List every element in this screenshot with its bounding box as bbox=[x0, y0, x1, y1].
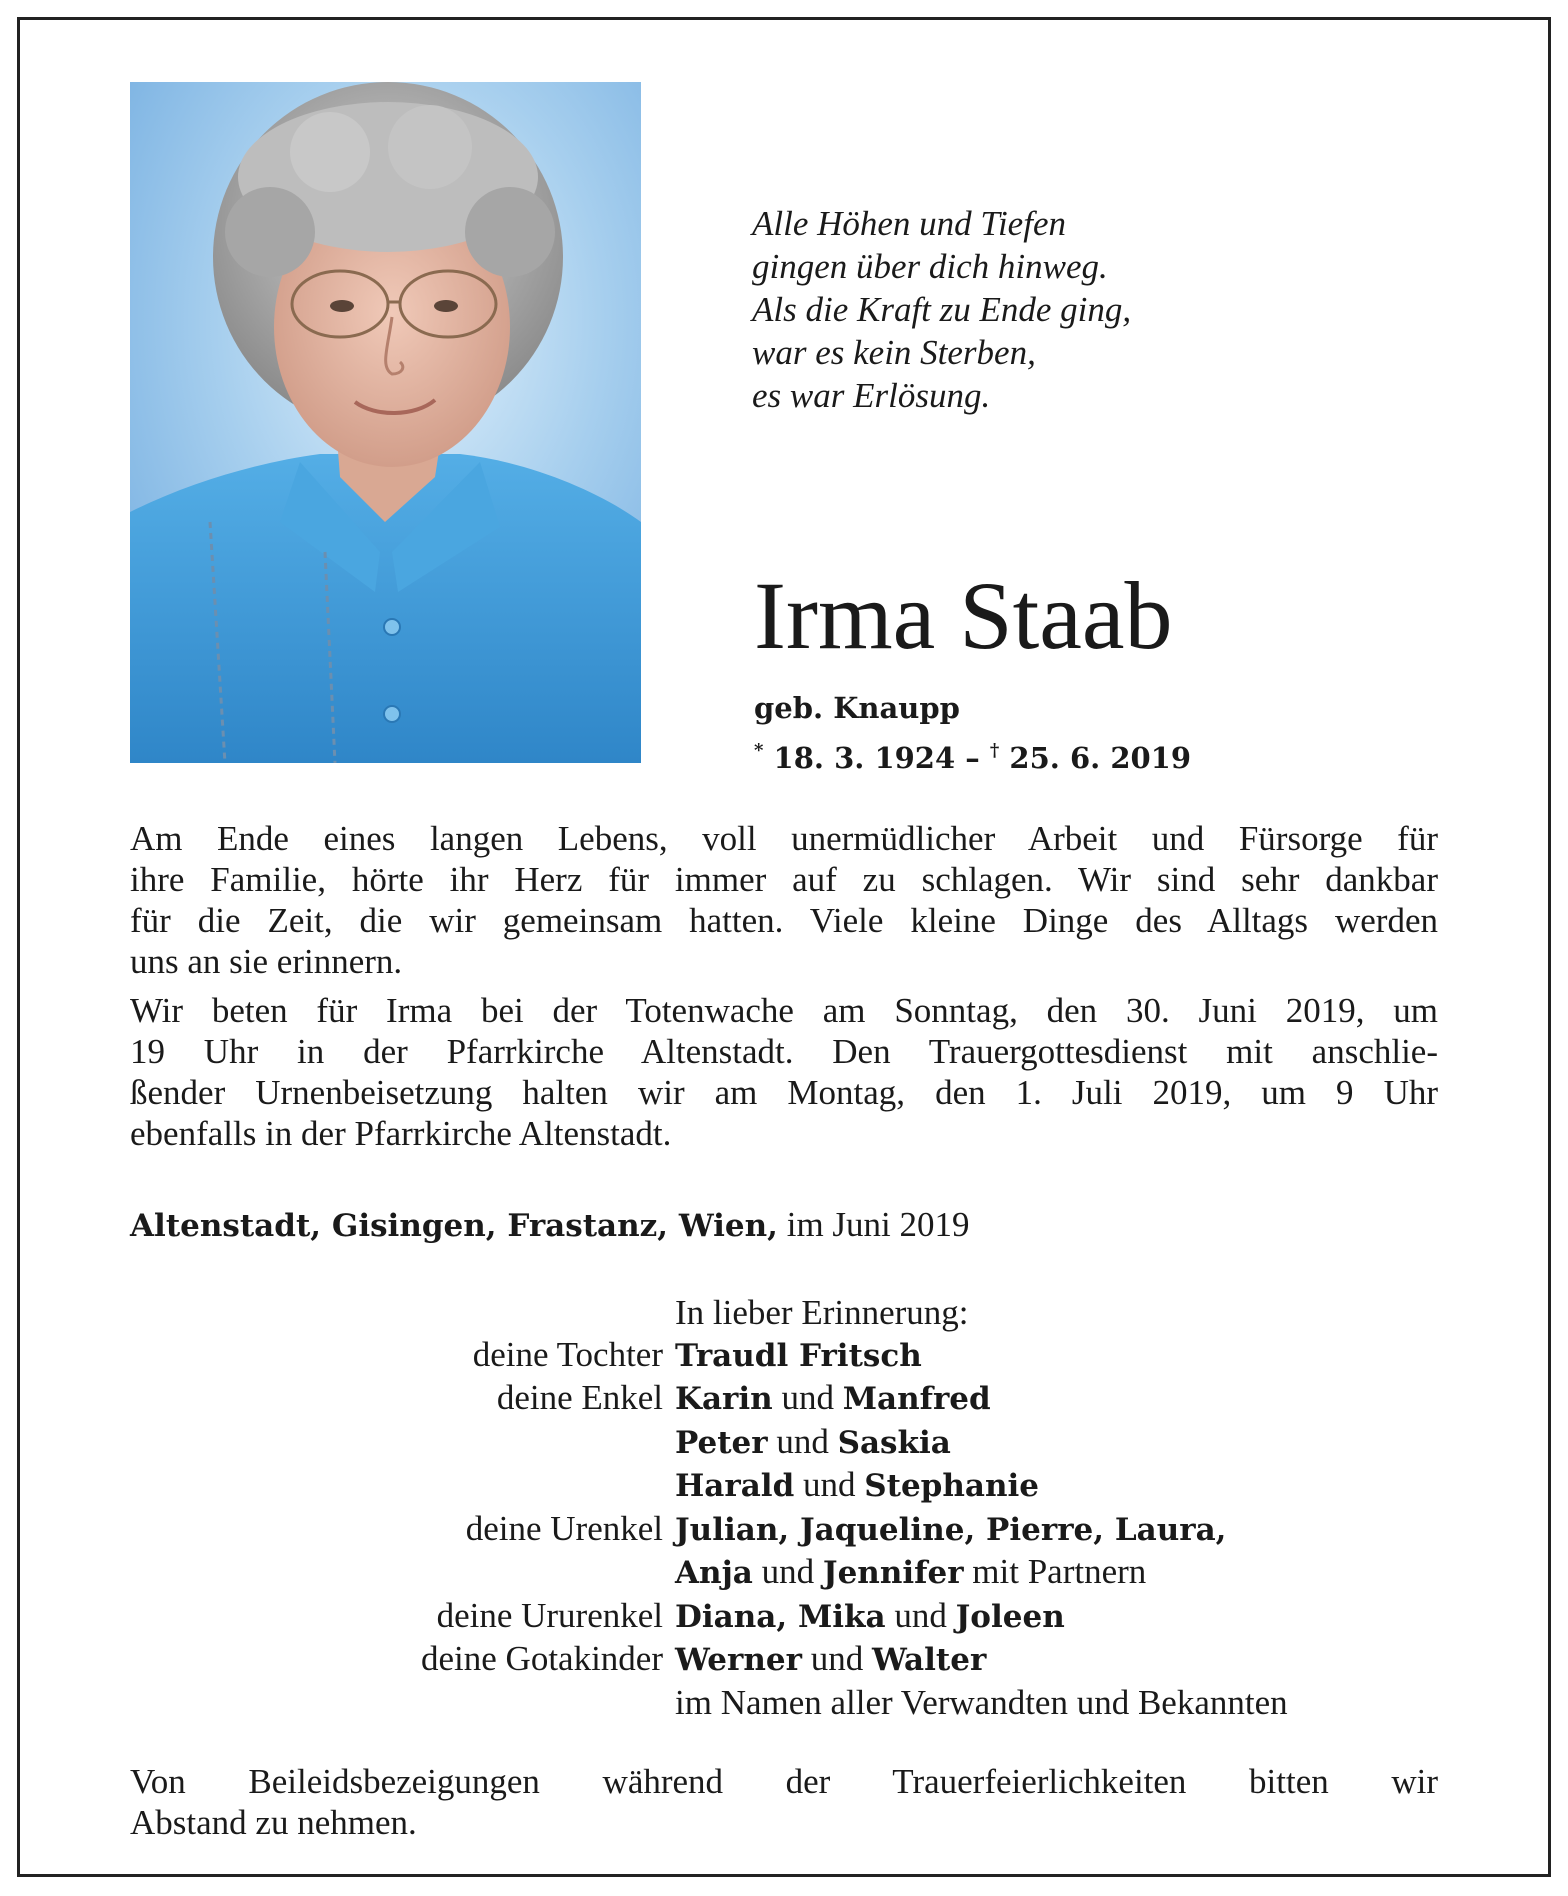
place-date-line bbox=[130, 1204, 970, 1247]
mourner-name: Traudl Fritsch bbox=[675, 1337, 922, 1374]
quote-line: gingen über dich hinweg. bbox=[752, 247, 1108, 286]
mourner-connector: und bbox=[767, 1421, 838, 1461]
paragraph-line: für die Zeit, die wir gemeinsam hatten. Viele kleine Dinge des Alltags werden bbox=[130, 901, 1438, 940]
mourner-role: deine Tochter bbox=[472, 1334, 663, 1374]
mourner-connector: und bbox=[801, 1639, 872, 1678]
mourner-name: Jennifer bbox=[822, 1555, 964, 1591]
portrait-photo bbox=[130, 82, 641, 763]
mourner-row bbox=[130, 1682, 1440, 1724]
death-date: 25. 6. 2019 bbox=[1009, 741, 1192, 775]
birth-symbol: * bbox=[754, 740, 764, 761]
life-dates bbox=[754, 731, 1191, 778]
quote-line: Als die Kraft zu Ende ging, bbox=[752, 290, 1132, 329]
mourner-names bbox=[675, 1682, 1440, 1724]
mourner-connector: im Namen aller Verwandten und Bekannten bbox=[675, 1682, 1288, 1722]
mourner-role bbox=[130, 1464, 675, 1508]
places-list: Altenstadt, Gisingen, Frastanz, Wien, bbox=[130, 1208, 778, 1244]
mourner-names bbox=[675, 1421, 1440, 1465]
mourner-name: Anja bbox=[675, 1555, 753, 1591]
mourner-names bbox=[675, 1595, 1440, 1639]
paragraph-line: Wir beten für Irma bei der Totenwache am Sonntag, den 30. Juni 2019, um bbox=[130, 991, 1438, 1030]
mourner-row bbox=[130, 1508, 1440, 1552]
mourner-connector: und bbox=[885, 1595, 956, 1635]
mourner-name: Harald bbox=[675, 1468, 795, 1504]
date-separator: – bbox=[955, 741, 990, 775]
mourner-names bbox=[675, 1508, 1440, 1552]
mourner-role: deine Ururenkel bbox=[436, 1595, 663, 1635]
maiden-name: geb. Knaupp bbox=[754, 691, 960, 725]
mourners-intro: In lieber Erinnerung: bbox=[675, 1293, 969, 1332]
mourner-name: Joleen bbox=[955, 1598, 1065, 1635]
birth-date: 18. 3. 1924 bbox=[773, 741, 956, 775]
mourner-names bbox=[675, 1551, 1440, 1595]
quote-line: war es kein Sterben, bbox=[752, 333, 1036, 372]
paragraph-line: uns an sie erinnern. bbox=[130, 942, 403, 981]
mourner-name: Peter bbox=[675, 1424, 768, 1461]
mourner-role: deine Gotakinder bbox=[421, 1639, 663, 1678]
mourner-row bbox=[130, 1638, 1440, 1682]
mourner-row bbox=[130, 1334, 1440, 1378]
mourner-role: deine Enkel bbox=[496, 1378, 663, 1417]
death-symbol: † bbox=[989, 740, 1000, 761]
mourner-name: Karin bbox=[675, 1381, 773, 1417]
mourner-name: Walter bbox=[871, 1642, 987, 1678]
closing-note bbox=[130, 1761, 1438, 1843]
mourner-name: Diana, Mika bbox=[675, 1598, 886, 1635]
mourner-name: Stephanie bbox=[864, 1468, 1040, 1504]
paragraph-line: Am Ende eines langen Lebens, voll unermüdlicher Arbeit und Fürsorge für bbox=[130, 819, 1438, 858]
mourner-connector: mit Partnern bbox=[963, 1552, 1147, 1591]
quote-line: Alle Höhen und Tiefen bbox=[752, 204, 1066, 243]
mourner-row bbox=[130, 1421, 1440, 1465]
mourner-name: Saskia bbox=[837, 1424, 951, 1461]
mourner-connector: und bbox=[772, 1378, 843, 1417]
deceased-name: Irma Staab bbox=[754, 562, 1173, 669]
mourners-list bbox=[130, 1292, 1440, 1723]
mourner-name: Werner bbox=[675, 1642, 802, 1678]
mourner-role: deine Urenkel bbox=[465, 1508, 663, 1548]
mourner-names bbox=[675, 1638, 1440, 1682]
paragraph-line: 19 Uhr in der Pfarrkirche Altenstadt. Den Trauergottesdienst mit anschlie- bbox=[130, 1032, 1438, 1071]
paragraph-line: ihre Familie, hörte ihr Herz für immer auf zu schlagen. Wir sind sehr dankbar bbox=[130, 860, 1438, 899]
closing-line: Abstand zu nehmen. bbox=[130, 1803, 417, 1842]
notice-date: im Juni 2019 bbox=[777, 1205, 970, 1244]
paragraph-line: ebenfalls in der Pfarrkirche Altenstadt. bbox=[130, 1114, 672, 1153]
mourner-row bbox=[130, 1595, 1440, 1639]
mourners-intro-row bbox=[130, 1292, 1440, 1334]
mourner-row bbox=[130, 1377, 1440, 1421]
closing-line: Von Beileidsbezeigungen während der Trauerfeierlichkeiten bitten wir bbox=[130, 1762, 1438, 1801]
tribute-paragraph bbox=[130, 818, 1438, 982]
mourner-names bbox=[675, 1334, 1440, 1378]
mourner-role bbox=[130, 1421, 675, 1465]
memorial-quote bbox=[752, 202, 1312, 417]
mourner-role bbox=[130, 1551, 675, 1595]
mourner-name: Julian, Jaqueline, Pierre, Laura, bbox=[675, 1511, 1227, 1548]
portrait-illustration bbox=[130, 82, 641, 763]
mourner-role bbox=[130, 1682, 675, 1724]
mourner-connector: und bbox=[794, 1465, 865, 1504]
mourner-name: Manfred bbox=[842, 1381, 991, 1417]
mourner-connector: und bbox=[752, 1552, 823, 1591]
quote-line: es war Erlösung. bbox=[752, 376, 991, 415]
mourner-row bbox=[130, 1464, 1440, 1508]
mourner-row bbox=[130, 1551, 1440, 1595]
service-paragraph bbox=[130, 990, 1438, 1154]
mourner-names bbox=[675, 1464, 1440, 1508]
paragraph-line: ßender Urnenbeisetzung halten wir am Montag, den 1. Juli 2019, um 9 Uhr bbox=[130, 1073, 1438, 1112]
mourner-names bbox=[675, 1377, 1440, 1421]
